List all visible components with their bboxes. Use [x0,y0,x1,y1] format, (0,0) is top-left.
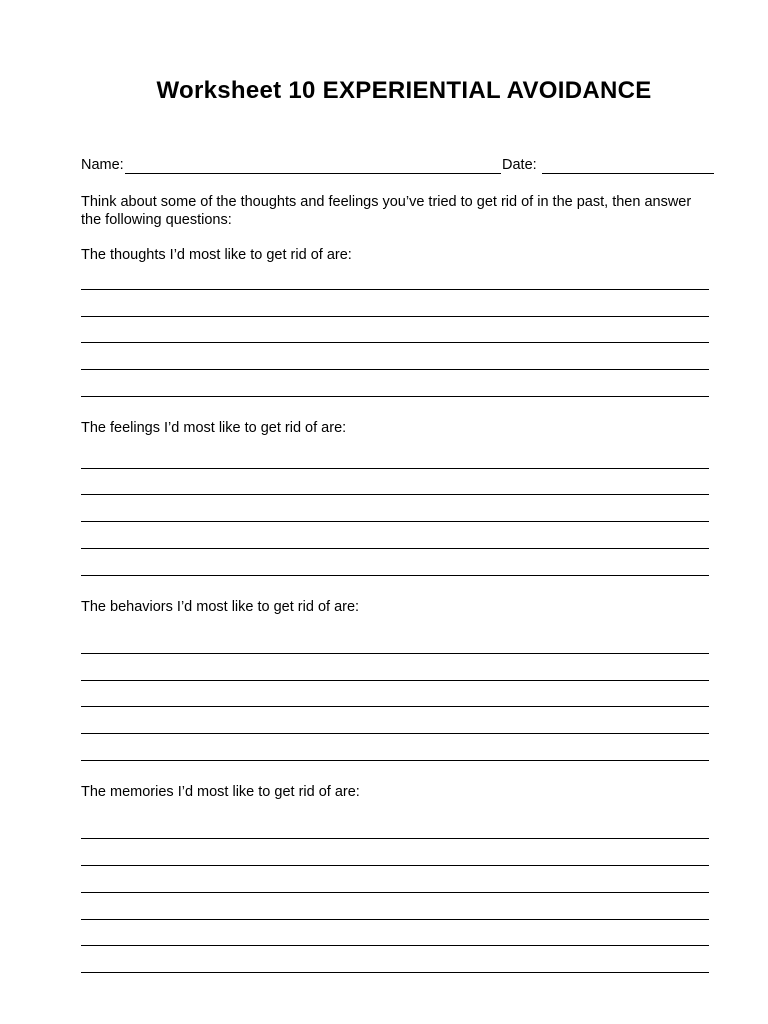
feelings-prompt: The feelings I’d most like to get rid of are: [81,420,347,436]
memories-answer-line[interactable] [81,972,709,973]
behaviors-answer-line[interactable] [81,653,709,654]
memories-answer-line[interactable] [81,919,709,920]
behaviors-answer-line[interactable] [81,733,709,734]
behaviors-answer-line[interactable] [81,760,709,761]
thoughts-prompt: The thoughts I’d most like to get rid of are: [81,247,352,263]
thoughts-answer-line[interactable] [81,316,709,317]
behaviors-prompt: The behaviors I’d most like to get rid of are: [81,599,360,615]
memories-prompt: The memories I’d most like to get rid of are: [81,784,360,800]
behaviors-answer-line[interactable] [81,706,709,707]
feelings-answer-line[interactable] [81,468,709,469]
feelings-answer-line[interactable] [81,494,709,495]
name-date-row [81,156,716,176]
memories-answer-line[interactable] [81,865,709,866]
thoughts-answer-line[interactable] [81,396,709,397]
memories-answer-line[interactable] [81,838,709,839]
thoughts-answer-line[interactable] [81,342,709,343]
name-label: Name: [81,157,124,173]
date-label: Date: [502,157,537,173]
date-field[interactable] [542,173,714,174]
name-field[interactable] [125,173,501,174]
thoughts-answer-line[interactable] [81,369,709,370]
memories-answer-line[interactable] [81,945,709,946]
worksheet-title: Worksheet 10 EXPERIENTIAL AVOIDANCE [156,77,652,104]
feelings-answer-line[interactable] [81,548,709,549]
thoughts-answer-line[interactable] [81,289,709,290]
memories-answer-line[interactable] [81,892,709,893]
instructions-text: Think about some of the thoughts and feelings you’ve tried to get rid of in the past, then answer the following questions: [81,194,692,228]
feelings-answer-line[interactable] [81,575,709,576]
behaviors-answer-line[interactable] [81,680,709,681]
feelings-answer-line[interactable] [81,521,709,522]
